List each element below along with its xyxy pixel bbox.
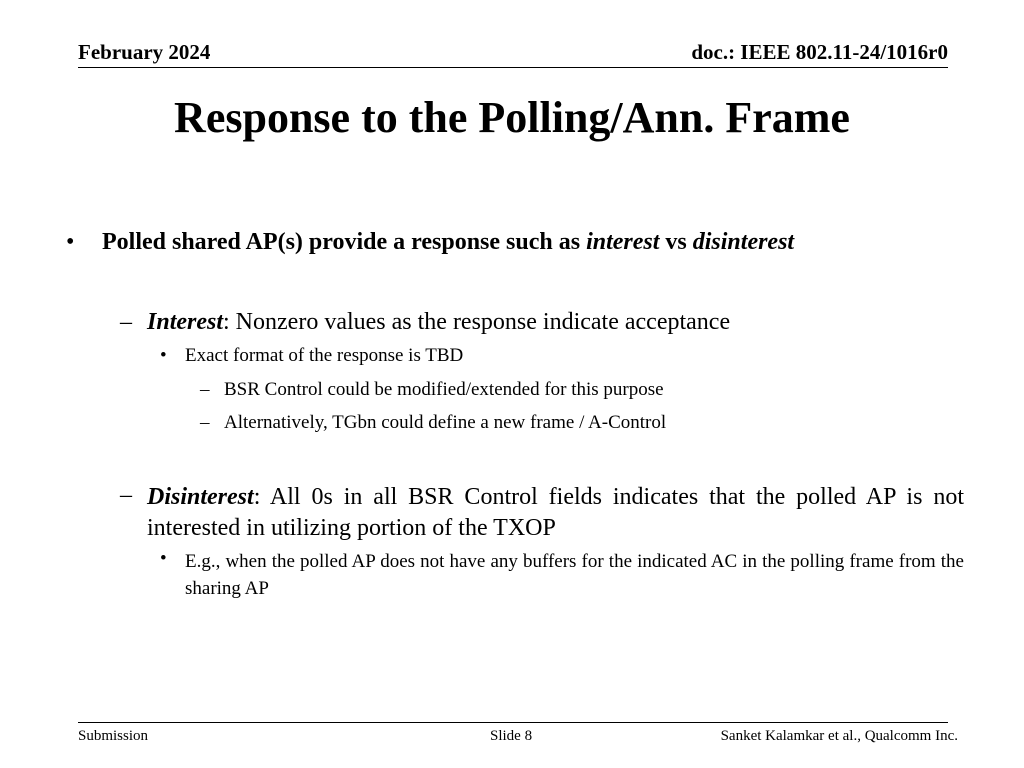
sub-sub-sub-bullet-marker: – bbox=[200, 412, 210, 433]
footer-divider bbox=[78, 722, 948, 723]
slide-title: Response to the Polling/Ann. Frame bbox=[174, 93, 850, 142]
term-interest-heading: Interest bbox=[147, 309, 224, 335]
sub-bullet-marker: – bbox=[120, 309, 132, 335]
sub-sub-bullet-marker: • bbox=[160, 345, 167, 366]
bullet-polled-shared-ap bbox=[102, 229, 794, 256]
footer-slide-number: Slide 8 bbox=[490, 728, 533, 744]
bullet-tgbn-alternative: Alternatively, TGbn could define a new frame / A-Control bbox=[224, 412, 667, 433]
term-disinterest-heading: Disinterest bbox=[147, 484, 254, 510]
sub-sub-sub-bullet-marker: – bbox=[200, 379, 210, 400]
header-doc-id: doc.: IEEE 802.11-24/1016r0 bbox=[691, 40, 948, 64]
sub-bullet-marker: – bbox=[120, 482, 132, 508]
bullet-text: Polled shared AP(s) provide a response such as bbox=[102, 229, 587, 255]
bullet-marker: • bbox=[66, 229, 75, 255]
footer-authors: Sanket Kalamkar et al., Qualcomm Inc. bbox=[720, 728, 958, 744]
term-interest: interest bbox=[586, 229, 660, 255]
bullet-interest bbox=[147, 309, 730, 336]
bullet-bsr-control: BSR Control could be modified/extended for this purpose bbox=[224, 379, 664, 400]
bullet-connector: vs bbox=[659, 229, 693, 255]
header-divider bbox=[78, 67, 948, 68]
header-date: February 2024 bbox=[78, 40, 211, 64]
footer-submission: Submission bbox=[78, 728, 149, 744]
bullet-disinterest bbox=[147, 482, 964, 544]
term-disinterest: disinterest bbox=[692, 229, 795, 255]
bullet-example-no-buffers: E.g., when the polled AP does not have any buffers for the indicated AC in the polling frame from the sharing AP bbox=[185, 551, 964, 599]
bullet-exact-format: Exact format of the response is TBD bbox=[185, 345, 464, 366]
bullet-text: : Nonzero values as the response indicate acceptance bbox=[223, 309, 731, 335]
sub-sub-bullet-marker: • bbox=[160, 548, 167, 569]
bullet-text: : All 0s in all BSR Control fields indicates that the polled AP is not interested in utilizing portion of the TXOP bbox=[147, 484, 964, 541]
